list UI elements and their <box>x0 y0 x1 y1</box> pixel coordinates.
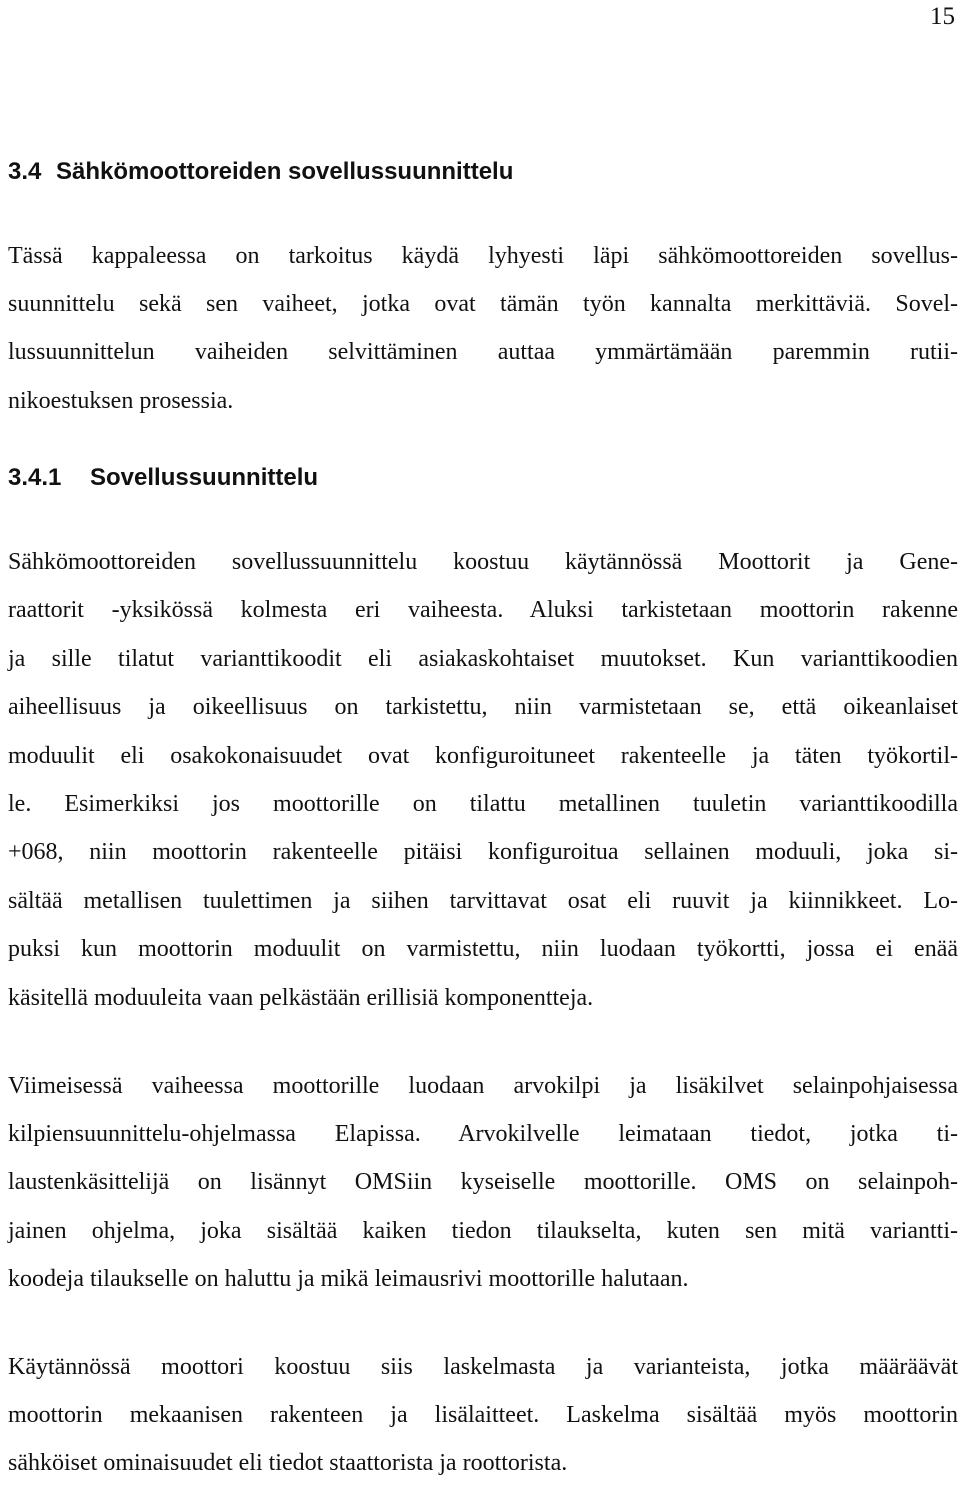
paragraph-2 <box>8 1062 958 1303</box>
section-number: 3.4 <box>8 158 42 185</box>
text-line: Käytännössä moottori koostuu siis laskelmasta ja varianteista, jotka määräävät <box>8 1354 958 1380</box>
section-title: Sähkömoottoreiden sovellussuunnittelu <box>56 158 514 185</box>
subsection-title: Sovellussuunnittelu <box>90 464 319 491</box>
text-line: kilpiensuunnittelu-ohjelmassa Elapissa. Arvokilvelle leimataan tiedot, jotka ti- <box>8 1121 958 1148</box>
section-heading <box>8 160 513 184</box>
text-line: le. Esimerkiksi jos moottorille on tilattu metallinen tuuletin varianttikoodilla <box>8 791 958 818</box>
text-line: puksi kun moottorin moduulit on varmistettu, niin luodaan työkortti, jossa ei enää <box>8 936 958 963</box>
intro-paragraph <box>8 232 958 425</box>
page-number: 15 <box>930 3 955 30</box>
text-line: käsitellä moduuleita vaan pelkästään erillisiä komponentteja. <box>8 984 594 1011</box>
text-line: Tässä kappaleessa on tarkoitus käydä lyhyesti läpi sähkömoottoreiden sovellus- <box>8 243 958 269</box>
text-line: sältää metallisen tuulettimen ja siihen tarvittavat osat eli ruuvit ja kiinnikkeet. Lo- <box>8 887 958 914</box>
text-line: moduulit eli osakokonaisuudet ovat konfiguroituneet rakenteelle ja täten työkortil- <box>8 742 958 769</box>
subsection-heading <box>8 466 318 490</box>
text-line: lussuunnittelun vaiheiden selvittäminen auttaa ymmärtämään paremmin rutii- <box>8 339 958 366</box>
text-line: +068, niin moottorin rakenteelle pitäisi konfiguroitua sellainen moduuli, joka si- <box>8 839 958 866</box>
text-line: moottorin mekaanisen rakenteen ja lisälaitteet. Laskelma sisältää myös moottorin <box>8 1402 958 1429</box>
paragraph-1 <box>8 538 958 1022</box>
text-line: sähköiset ominaisuudet eli tiedot staattorista ja roottorista. <box>8 1450 568 1477</box>
subsection-number: 3.4.1 <box>8 464 62 491</box>
text-line: Viimeisessä vaiheessa moottorille luodaan arvokilpi ja lisäkilvet selainpohjaisessa <box>8 1073 958 1099</box>
text-line: suunnittelu sekä sen vaiheet, jotka ovat tämän työn kannalta merkittäviä. Sovel- <box>8 291 958 318</box>
text-line: nikoestuksen prosessia. <box>8 387 234 414</box>
text-line: aiheellisuus ja oikeellisuus on tarkistettu, niin varmistetaan se, että oikeanlaiset <box>8 694 958 721</box>
text-line: koodeja tilaukselle on haluttu ja mikä leimausrivi moottorille halutaan. <box>8 1265 689 1292</box>
text-line: ja sille tilatut varianttikoodit eli asiakaskohtaiset muutokset. Kun varianttikoodien <box>8 645 958 672</box>
text-line: jainen ohjelma, joka sisältää kaiken tiedon tilaukselta, kuten sen mitä variantti- <box>8 1217 958 1244</box>
text-line: laustenkäsittelijä on lisännyt OMSiin kyseiselle moottorille. OMS on selainpoh- <box>8 1169 958 1196</box>
text-line: raattorit -yksikössä kolmesta eri vaiheesta. Aluksi tarkistetaan moottorin rakenne <box>8 597 958 624</box>
text-line: Sähkömoottoreiden sovellussuunnittelu koostuu käytännössä Moottorit ja Gene- <box>8 549 958 575</box>
paragraph-3 <box>8 1343 958 1488</box>
